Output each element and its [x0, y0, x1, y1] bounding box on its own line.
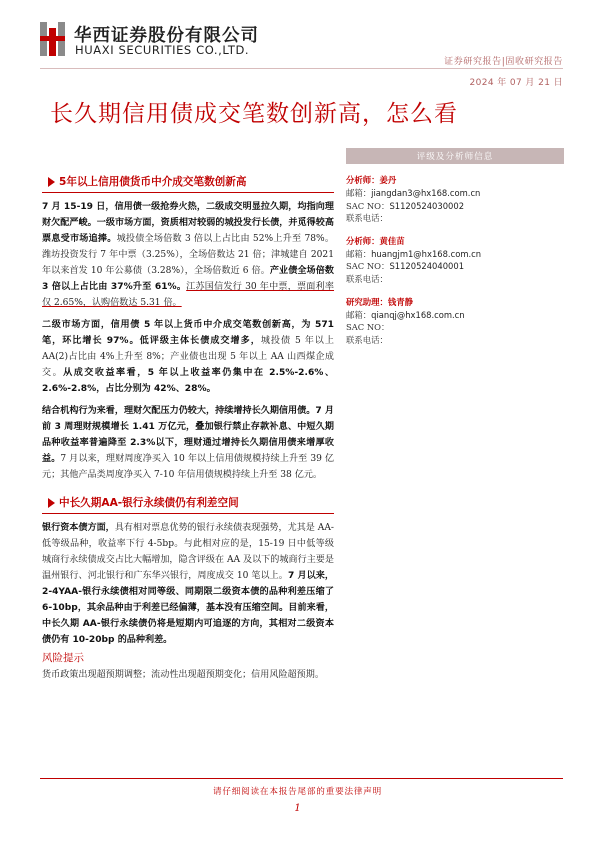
p2-mid: 城投债 5 年以上 AA(2)占比由 4%上升至 8%；产业债也出现 5 年以上 AA 山西煤企成交。 — [42, 336, 334, 378]
section-heading-1 — [42, 170, 334, 193]
email-label: 邮箱： — [346, 248, 372, 259]
page-number: 1 — [294, 803, 301, 814]
analyst-role: 研究助理：钱青静 — [346, 296, 413, 307]
paragraph-secondary-market — [42, 317, 334, 397]
analyst-phone-line: 联系电话： — [346, 273, 388, 284]
p1-bold: 产业债全场倍数 3 倍以上占比由 37%升至 61%。 — [42, 266, 334, 292]
paragraph-bank-capital-bonds — [42, 520, 334, 648]
s2-bold-a: 银行资本债方面， — [42, 523, 115, 533]
brand-name-cn: 华西证券股份有限公司 — [74, 26, 259, 46]
risk-section — [42, 650, 334, 683]
brand-name-en: HUAXI SECURITIES CO.,LTD. — [75, 43, 250, 57]
analyst-card — [346, 174, 564, 225]
analyst-role: 分析师：姜丹 — [346, 175, 397, 185]
analyst-card — [346, 235, 564, 286]
sac-label: SAC NO： — [346, 261, 390, 272]
section-heading-1-text: 5年以上信用债货币中介成交笔数创新高 — [59, 176, 247, 188]
analyst-sidebar — [346, 148, 564, 346]
triangle-bullet-icon — [48, 498, 55, 508]
sac-label: SAC NO： — [346, 200, 390, 211]
p2-bold: 从成交收益率看，5 年以上收益率仍集中在 2.5%-2.6%、2.6%-2.8%，占比分别为 42%、28%。 — [42, 368, 334, 394]
p3-bold: 结合机构行为来看，理财欠配压力仍较大，持续增持长久期信用债。7 月前 3 周理财规模增长 1.41 万亿元，叠加银行禁止存款补息、中短久期品种收益率普遍降至 2.3%以下，理财通过增持长久期信用债来增厚收益。 — [42, 406, 334, 464]
risk-title: 风险提示 — [42, 652, 84, 664]
analyst-email-line — [346, 248, 564, 261]
analyst-email[interactable]: qianqj@hx168.com.cn — [371, 309, 465, 320]
analyst-sac-line — [346, 321, 564, 334]
s2-a: 具有相对票息优势的银行永续债表现强势，尤其是 AA-低等级品种，收益率下行 4-5bp。与此相对应的是，15-19 日中低等级城商行永续债成交占比大幅增加，隐含评级在 AA 及以下的城商行主要是温州银行、河北银行和广东华兴银行，周度成交 10 笔以上。 — [42, 523, 334, 581]
p1-underline: 江苏国信发行 30 年中票，票面利率仅 2.65%，认购倍数达 5.31 倍。 — [42, 282, 335, 308]
email-label: 邮箱： — [346, 188, 372, 198]
sac-label: SAC NO： — [346, 322, 390, 333]
p1-lead: 7 月 15-19 日，信用债一级抢券火热，二级成交明显拉久期，均指向理财欠配严峻。一级市场方面，资质相对较弱的城投发行长债，并觅得较高票息受市场追捧。 — [42, 202, 334, 244]
p2-lead: 二级市场方面，信用债 5 年以上货币中介成交笔数创新高，为 571 笔，环比增长 97%。低评级主体长债成交增多， — [42, 320, 334, 346]
triangle-bullet-icon — [48, 177, 55, 187]
huaxi-logo-icon — [40, 22, 66, 56]
section-heading-2 — [42, 491, 334, 514]
sidebar-header: 评级及分析师信息 — [346, 148, 564, 164]
analyst-card — [346, 296, 564, 347]
analyst-email[interactable]: jiangdan3@hx168.com.cn — [371, 188, 481, 198]
p1-mid: 城投债全场倍数 3 倍以上占比由 52%上升至 78%。潍坊投资发行 7 年中票（3.25%），全场倍数达 21 倍；津城建自 2021 年以来首发 10 年公募债（3.28%），全场倍数近 6 倍。 — [42, 234, 334, 276]
analyst-sac-line — [346, 200, 564, 213]
email-label: 邮箱： — [346, 309, 372, 320]
report-type: 证券研究报告|固收研究报告 — [444, 57, 563, 67]
analyst-email-line — [346, 309, 564, 322]
legal-notice: 请仔细阅读在本报告尾部的重要法律声明 — [212, 787, 383, 797]
s2-bold-b: 7 月以来，2-4YAA-银行永续债相对同等级、同期限二级资本债的品种利差压缩了 6-10bp，其余品种由于利差已经偏薄，基本没有压缩空间。目前来看，中长久期 AA-银行永续债仍将是短期内可追逐的方向，其相对二级资本债仍有 10-20bp 的品种利差。 — [42, 571, 334, 645]
p3-rest: 7 月以来，理财周度净买入 10 年以上信用债规模持续上升至 39 亿元；其他产品类周度净买入 7-10 年信用债规模持续上升至 38 亿元。 — [42, 454, 334, 480]
page-title: 长久期信用债成交笔数创新高，怎么看 — [50, 101, 458, 127]
analyst-sac: S1120524030002 — [389, 200, 465, 211]
analyst-phone-line: 联系电话： — [346, 334, 388, 345]
analyst-sac-line — [346, 260, 564, 273]
main-content — [42, 170, 334, 654]
report-date: 2024 年 07 月 21 日 — [469, 78, 563, 88]
section-heading-2-text: 中长久期AA-银行永续债仍有利差空间 — [59, 497, 239, 509]
risk-text: 货币政策出现超预期调整；流动性出现超预期变化；信用风险超预期。 — [42, 670, 324, 680]
paragraph-institution-behavior — [42, 403, 334, 483]
analyst-phone-line: 联系电话： — [346, 213, 388, 224]
analyst-sac: S1120524040001 — [389, 261, 465, 272]
analyst-role: 分析师：黄佳苗 — [346, 235, 405, 246]
analyst-email[interactable]: huangjm1@hx168.com.cn — [371, 248, 482, 259]
analyst-email-line — [346, 187, 564, 200]
paragraph-primary-market — [42, 199, 334, 311]
footer-divider — [40, 778, 563, 779]
header-divider — [40, 68, 563, 69]
